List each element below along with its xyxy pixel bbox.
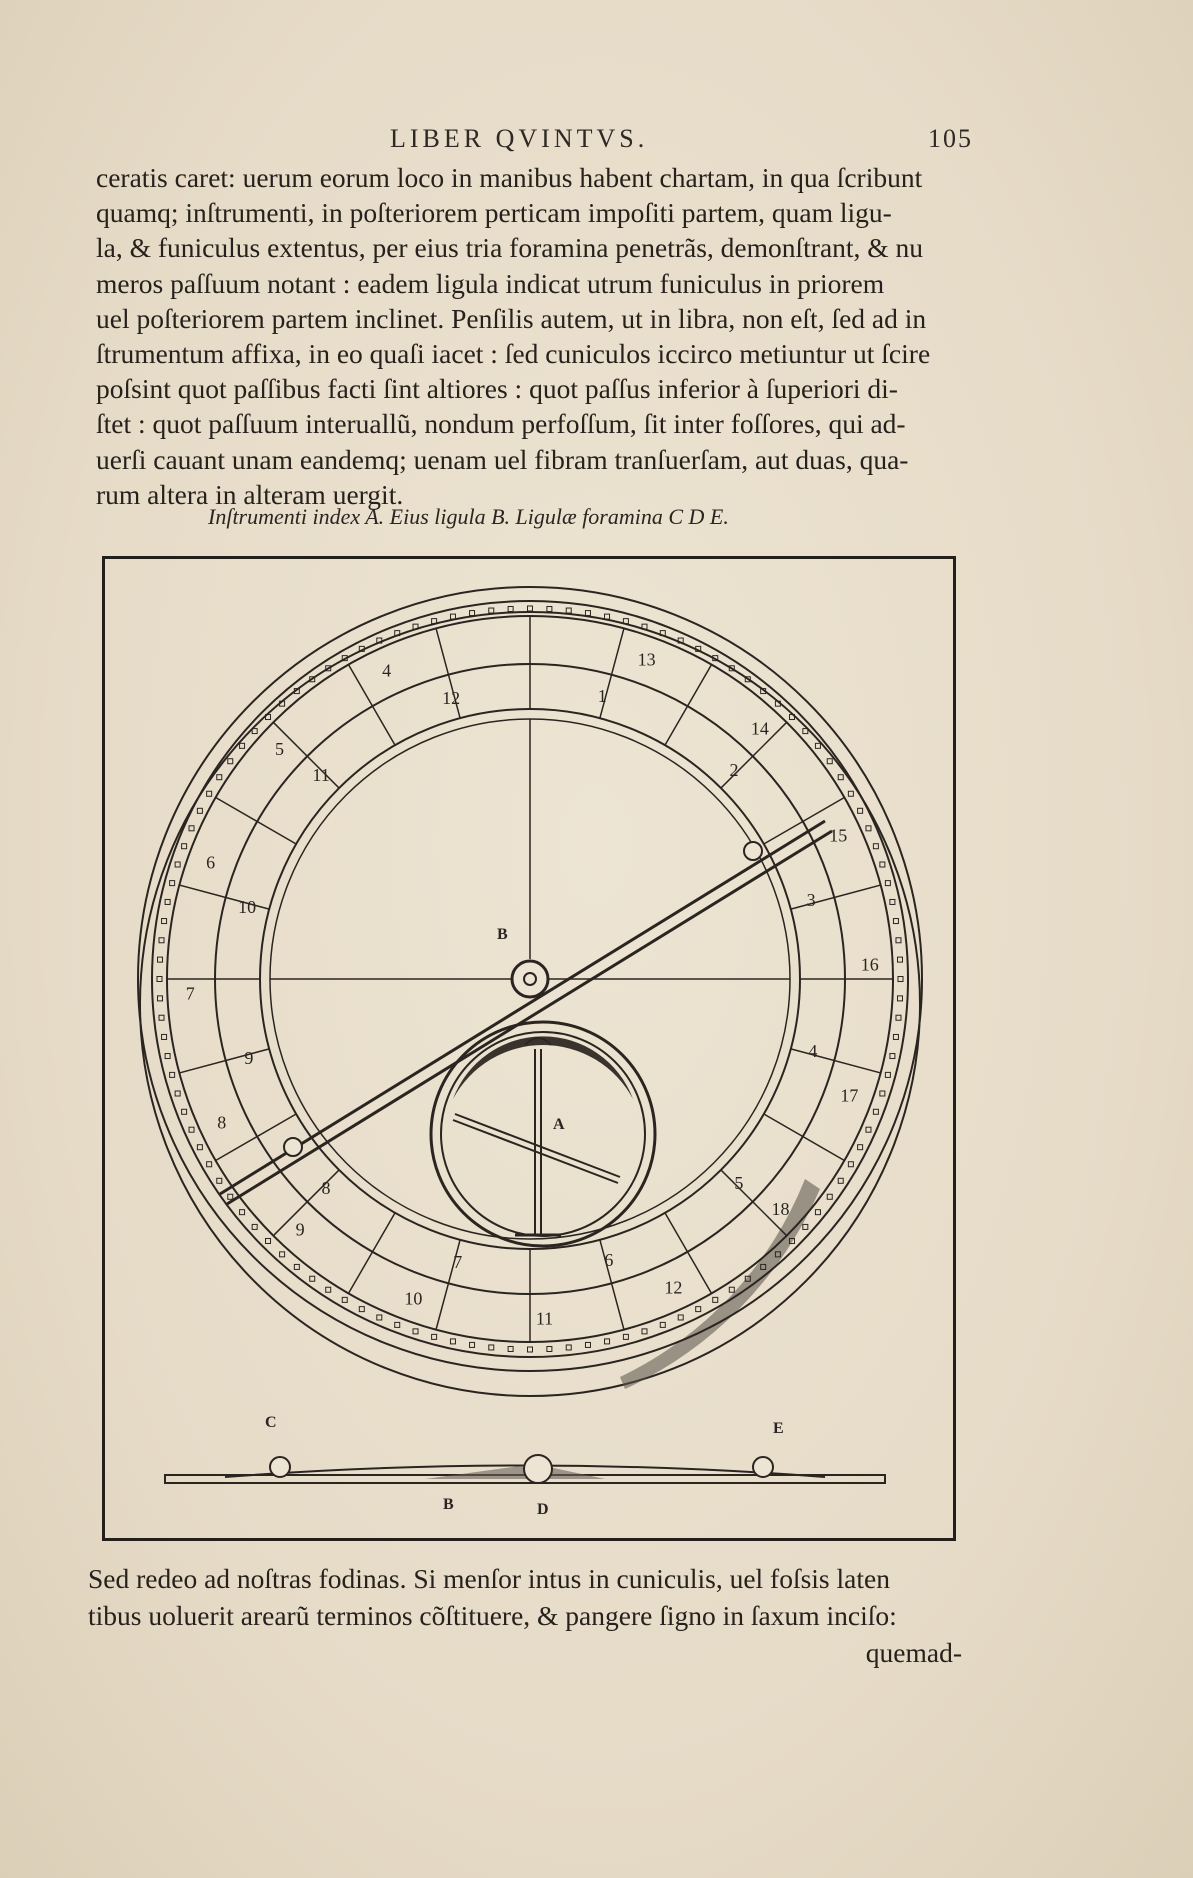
scale-tick — [170, 881, 175, 886]
scale-tick — [585, 1342, 590, 1347]
scale-tick — [880, 1091, 885, 1096]
scale-tick — [866, 826, 871, 831]
scale-tick — [896, 1015, 901, 1020]
outer-scale-number: 7 — [185, 983, 195, 1004]
label-b: B — [497, 926, 508, 943]
outer-scale-number: 8 — [217, 1112, 227, 1133]
instrument-illustration — [105, 559, 953, 1538]
outer-scale-number: 5 — [275, 739, 285, 760]
text-line: tibus uoluerit arearũ terminos cõſtituere, & pangere ſigno in ſaxum inciſo: — [88, 1600, 897, 1631]
scale-tick — [197, 1145, 202, 1150]
body-text — [96, 160, 976, 512]
scale-tick — [827, 759, 832, 764]
scale-tick — [866, 1127, 871, 1132]
scale-tick — [228, 1194, 233, 1199]
sight-bar — [220, 821, 832, 1204]
scale-tick — [678, 1315, 683, 1320]
ligula-bar — [165, 1455, 885, 1483]
scale-tick — [898, 977, 903, 982]
scale-tick — [873, 844, 878, 849]
scale-tick — [197, 808, 202, 813]
scale-tick — [413, 1329, 418, 1334]
scale-tick — [880, 862, 885, 867]
text-line: ſtet : quot paſſuum interuallũ, nondum perfoſſum, ſit inter foſſores, qui ad- — [96, 408, 906, 440]
label-a: A — [553, 1116, 565, 1133]
scale-tick — [815, 743, 820, 748]
outer-scale-number: 13 — [637, 649, 656, 670]
inner-scale-number: 6 — [604, 1250, 614, 1271]
text-line: rum altera in alteram uergit. — [96, 478, 404, 510]
scale-tick — [228, 759, 233, 764]
ring-divider — [349, 1213, 396, 1294]
outer-scale-number: 11 — [535, 1308, 554, 1329]
scale-tick — [450, 1339, 455, 1344]
scale-tick — [159, 938, 164, 943]
scale-tick — [873, 1109, 878, 1114]
outer-scale-number: 14 — [750, 718, 769, 739]
scale-tick — [189, 1127, 194, 1132]
scale-tick — [432, 1334, 437, 1339]
scale-tick — [848, 791, 853, 796]
scale-tick — [159, 1015, 164, 1020]
scale-tick — [803, 1224, 808, 1229]
outer-scale-number: 9 — [295, 1219, 305, 1240]
outer-scale-number: 16 — [860, 954, 879, 975]
scale-tick — [660, 1322, 665, 1327]
scale-tick — [217, 1178, 222, 1183]
page-header — [0, 124, 1193, 158]
scale-tick — [528, 1347, 533, 1352]
scale-tick — [377, 1315, 382, 1320]
crosshair-lines — [270, 719, 790, 979]
scale-tick — [838, 1178, 843, 1183]
text-line: uerſi cauant unam eandemq; uenam uel fibram tranſuerſam, aut duas, qua- — [96, 443, 909, 475]
inner-scale-number: 11 — [312, 764, 330, 785]
catchword: quemad- — [865, 1637, 962, 1668]
text-line: ceratis caret: uerum eorum loco in manibus habent chartam, in qua ſcribunt — [96, 162, 923, 193]
inner-scale-number: 10 — [238, 896, 257, 917]
scale-tick — [528, 606, 533, 611]
scale-tick — [897, 957, 902, 962]
inner-scale-number: 7 — [453, 1251, 463, 1272]
inner-scale-number: 5 — [734, 1173, 744, 1194]
text-line: meros paſſuum notant : eadem ligula indicat utrum funiculus in priorem — [96, 267, 885, 299]
scale-tick — [158, 957, 163, 962]
text-line: la, & funiculus extentus, per eius tria foramina penetrãs, demonſtrant, & nu — [96, 232, 924, 264]
scale-tick — [729, 1287, 734, 1292]
scale-tick — [858, 808, 863, 813]
scale-tick — [605, 1339, 610, 1344]
woodcut-figure — [102, 556, 956, 1541]
ring-divider — [665, 665, 712, 746]
scale-tick — [470, 611, 475, 616]
figure-caption: Inſtrumenti index A. Eius ligula B. Ligulæ foramina C D E. — [208, 504, 729, 529]
label-d: D — [537, 1501, 549, 1518]
scale-tick — [157, 977, 162, 982]
running-head: LIBER QVINTVS. — [390, 124, 649, 153]
scale-tick — [182, 1109, 187, 1114]
scale-tick — [896, 938, 901, 943]
scale-tick — [890, 899, 895, 904]
scale-tick — [175, 1091, 180, 1096]
label-c: C — [265, 1414, 277, 1431]
inner-scale-number: 4 — [808, 1041, 818, 1062]
scale-tick — [165, 899, 170, 904]
inner-scale-number: 2 — [729, 760, 739, 781]
scale-tick — [294, 1264, 299, 1269]
text-line: uel poſteriorem partem inclinet. Penſilis autem, ut in libra, non eſt, ſed ad in — [96, 302, 927, 334]
scale-tick — [489, 1345, 494, 1350]
scale-tick — [207, 791, 212, 796]
scale-tick — [240, 1210, 245, 1215]
outer-scale-number: 4 — [382, 660, 392, 681]
outer-scale-number: 6 — [206, 852, 216, 873]
scale-tick — [547, 1346, 552, 1351]
text-line: ſtrumentum affixa, in eo quaſi iacet : ſed cuniculos iccirco metiuntur ut ſcire — [96, 337, 931, 369]
scale-tick — [858, 1145, 863, 1150]
scale-tick — [848, 1162, 853, 1167]
outer-scale-number: 17 — [840, 1085, 859, 1106]
closing-text — [88, 1560, 978, 1671]
scale-tick — [207, 1162, 212, 1167]
page-number: 105 — [928, 124, 973, 153]
scale-tick — [326, 1287, 331, 1292]
scale-tick — [893, 919, 898, 924]
scale-tick — [566, 1345, 571, 1350]
scale-tick — [815, 1210, 820, 1215]
ring-divider — [764, 1114, 845, 1161]
scale-tick — [838, 775, 843, 780]
scale-tick — [890, 1054, 895, 1059]
scale-tick — [170, 1072, 175, 1077]
scale-tick — [642, 1329, 647, 1334]
inner-scale-number: 3 — [806, 890, 816, 911]
scale-tick — [342, 1297, 347, 1302]
scale-tick — [395, 1322, 400, 1327]
scale-tick — [566, 608, 571, 613]
inner-scale-number: 12 — [442, 687, 461, 708]
scale-tick — [885, 881, 890, 886]
text-line: poſsint quot paſſibus facti ſint altiores : quot paſſus inferior à ſuperiori di- — [96, 373, 898, 405]
scale-tick — [696, 1307, 701, 1312]
figure-letters — [265, 926, 784, 1518]
scale-tick — [162, 1034, 167, 1039]
scale-tick — [827, 1194, 832, 1199]
scale-tick — [489, 608, 494, 613]
inner-scale-number: 9 — [244, 1047, 254, 1068]
scale-tick — [280, 1252, 285, 1257]
scale-tick — [885, 1072, 890, 1077]
scale-tick — [508, 607, 513, 612]
scale-tick — [158, 996, 163, 1001]
compass-dial — [431, 1022, 655, 1246]
inner-scale-number: 1 — [597, 686, 607, 707]
scale-tick — [165, 1054, 170, 1059]
outer-scale-number: 15 — [829, 825, 848, 846]
scale-tick — [175, 862, 180, 867]
scale-tick — [310, 1276, 315, 1281]
scale-tick — [252, 1224, 257, 1229]
scale-tick — [182, 844, 187, 849]
scale-tick — [266, 1238, 271, 1243]
scale-tick — [217, 775, 222, 780]
outer-scale-number: 10 — [404, 1288, 423, 1309]
text-line: Sed redeo ad noſtras fodinas. Si menſor intus in cuniculis, uel foſsis laten — [88, 1563, 890, 1594]
scale-tick — [240, 743, 245, 748]
scale-tick — [893, 1034, 898, 1039]
scale-tick — [508, 1346, 513, 1351]
scale-tick — [162, 919, 167, 924]
scale-tick — [623, 1334, 628, 1339]
scale-tick — [713, 1297, 718, 1302]
label-b-lower: B — [443, 1496, 454, 1513]
scale-tick — [897, 996, 902, 1001]
scale-tick — [470, 1342, 475, 1347]
scale-tick — [585, 611, 590, 616]
label-e: E — [773, 1420, 784, 1437]
scale-tick — [359, 1307, 364, 1312]
scale-tick — [189, 826, 194, 831]
outer-scale-number: 18 — [771, 1198, 790, 1219]
text-line: quamq; inſtrumenti, in poſteriorem perticam impoſiti partem, quam ligu- — [96, 197, 892, 229]
inner-scale-number: 8 — [321, 1177, 331, 1198]
ring-divider — [216, 798, 297, 845]
outer-scale-number: 12 — [664, 1277, 683, 1298]
scale-tick — [547, 607, 552, 612]
